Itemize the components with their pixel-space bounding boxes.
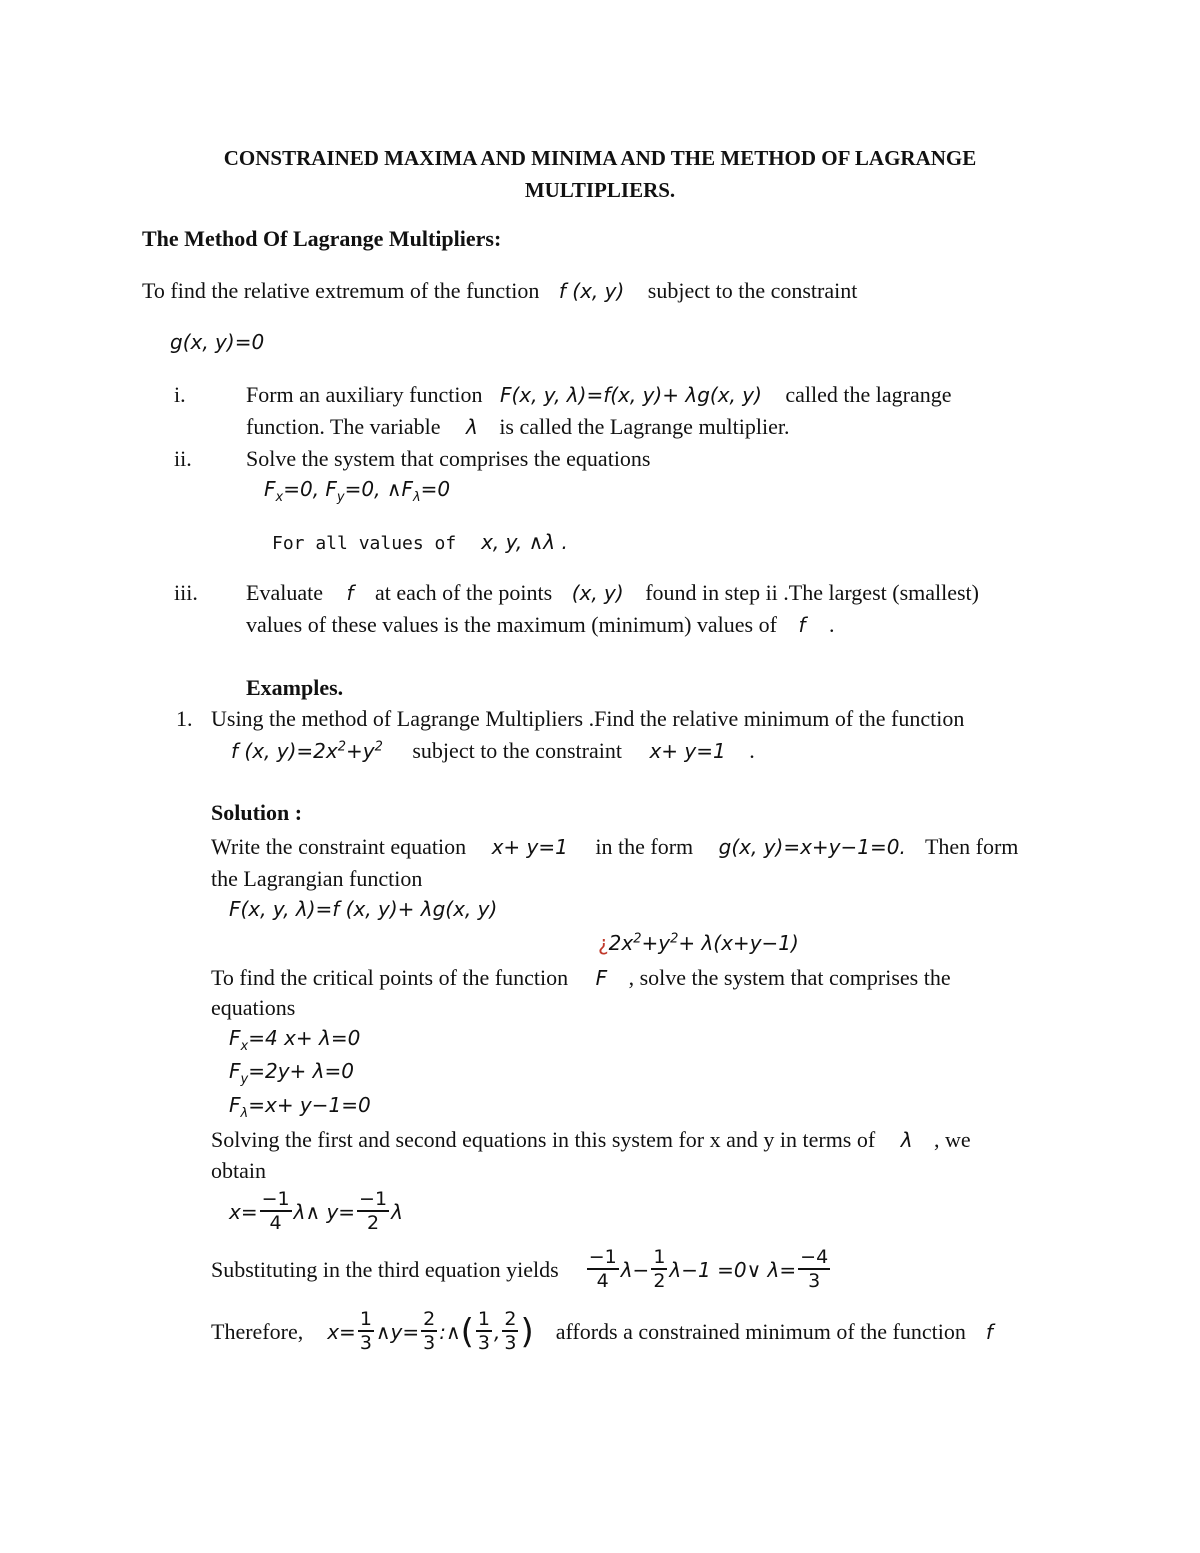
fraction xyxy=(476,1310,492,1353)
example1-func-a: f (x, y)=2x xyxy=(231,739,338,763)
step-iii-f2: f xyxy=(798,613,806,637)
substituting-line xyxy=(211,1248,832,1291)
critical-points-line2: equations xyxy=(211,995,296,1020)
fraction xyxy=(358,1310,374,1353)
fraction xyxy=(357,1190,389,1233)
th-mid2: :∧ xyxy=(439,1319,461,1344)
step-i-marker: i. xyxy=(174,382,186,407)
step-i-line1 xyxy=(246,382,952,408)
eq2-rest: =2y+ λ=0 xyxy=(248,1059,354,1083)
lagrangian-definition: F(x, y, λ)=f (x, y)+ λg(x, y) xyxy=(229,897,498,921)
fraction-denominator: 3 xyxy=(808,1270,821,1292)
eq-F: F xyxy=(264,477,276,501)
eq1-F: F xyxy=(229,1026,241,1050)
step-ii-forall xyxy=(272,530,568,554)
xy-end: λ xyxy=(391,1199,403,1224)
eq-part-c: =0, ∧F xyxy=(344,477,413,501)
method-heading: The Method Of Lagrange Multipliers: xyxy=(142,226,502,251)
fraction-denominator: 4 xyxy=(596,1270,609,1292)
lagrangian-expanded xyxy=(598,931,799,955)
crit-text-b: , solve the system that comprises the xyxy=(628,965,951,990)
step-ii-text: Solve the system that comprises the equations xyxy=(246,446,651,471)
step-iii-line2a: values of these values is the maximum (minimum) values of xyxy=(246,612,777,637)
step-iii-text3: found in step ii .The largest (smallest) xyxy=(645,580,979,605)
equation-Flambda xyxy=(229,1093,371,1121)
step-iii-text2: at each of the points xyxy=(375,580,553,605)
step-i-line2 xyxy=(246,414,790,440)
eq1-rest: =4 x+ λ=0 xyxy=(248,1026,361,1050)
eq-sub-x: x xyxy=(275,490,284,505)
fraction-denominator: 3 xyxy=(359,1332,372,1354)
step-i-text2: called the lagrange xyxy=(785,382,952,407)
step-ii-equations xyxy=(264,477,451,505)
lag-part-b: +y xyxy=(641,931,671,955)
therefore-text: Therefore, xyxy=(211,1318,304,1344)
xy-in-terms-of-lambda xyxy=(229,1190,403,1233)
intro-line xyxy=(142,278,857,304)
fraction-denominator: 3 xyxy=(477,1332,490,1354)
solution-line1-eq: x+ y=1 xyxy=(491,835,568,859)
eq-sub-lambda: λ xyxy=(412,490,421,505)
intro-text1: To find the relative extremum of the function xyxy=(142,278,540,303)
step-iii-f: f xyxy=(346,581,354,605)
th-x: x= xyxy=(327,1319,356,1344)
solution-line2: the Lagrangian function xyxy=(211,866,423,891)
solving-line2: obtain xyxy=(211,1158,266,1183)
crit-text-a: To find the critical points of the function xyxy=(211,965,569,990)
example1-constraint: x+ y=1 xyxy=(649,739,726,763)
forall-text: For all values of xyxy=(272,533,457,554)
fraction-denominator: 3 xyxy=(423,1332,436,1354)
solution-heading: Solution : xyxy=(211,800,303,825)
solution-line1b: in the form xyxy=(595,834,694,859)
eq1-sub: x xyxy=(240,1039,249,1054)
fraction-numerator: 2 xyxy=(504,1308,517,1330)
example1-exp3: 2 xyxy=(374,739,383,755)
equation-Fy xyxy=(229,1059,354,1087)
affords-f: f xyxy=(985,1319,993,1344)
fraction-numerator: 1 xyxy=(359,1308,372,1330)
intro-text2: subject to the constraint xyxy=(647,278,858,303)
lag-exp2: 2 xyxy=(670,931,679,947)
affords-text: affords a constrained minimum of the function xyxy=(555,1318,966,1344)
step-ii-marker: ii. xyxy=(174,446,192,471)
lag-exp1: 2 xyxy=(633,931,642,947)
step-iii-line2 xyxy=(246,612,835,638)
eq2-sub: y xyxy=(240,1072,249,1087)
fraction-denominator: 3 xyxy=(504,1332,517,1354)
equation-Fx xyxy=(229,1026,361,1054)
th-mid1: ∧y= xyxy=(375,1319,420,1344)
solution-line1 xyxy=(211,834,1018,860)
examples-heading: Examples. xyxy=(246,675,344,700)
solution-line1-g: g(x, y)=x+y−1=0. xyxy=(718,835,906,859)
fraction-denominator: 2 xyxy=(653,1270,666,1292)
example1-text2: subject to the constraint xyxy=(412,738,622,763)
crit-F: F xyxy=(595,966,608,990)
fraction xyxy=(502,1310,518,1353)
intro-function: f (x, y) xyxy=(558,279,625,303)
solving-text-a: Solving the first and second equations in this system for x and y in terms of xyxy=(211,1127,876,1152)
critical-points-line1 xyxy=(211,965,951,991)
th-comma: , xyxy=(493,1319,501,1344)
fraction xyxy=(260,1190,292,1233)
fraction-denominator: 2 xyxy=(367,1212,380,1234)
solving-lambda: λ xyxy=(900,1128,913,1152)
fraction-numerator: 1 xyxy=(477,1308,490,1330)
eq-part-d: =0 xyxy=(420,477,451,501)
example1-exp2: 2 xyxy=(337,739,346,755)
fraction xyxy=(421,1310,437,1353)
subst-mid2: λ−1 =0∨ λ= xyxy=(669,1257,797,1282)
eq3-rest: =x+ y−1=0 xyxy=(248,1093,371,1117)
fraction xyxy=(798,1248,830,1291)
eq3-sub: λ xyxy=(240,1106,249,1121)
therefore-equation xyxy=(327,1310,533,1353)
eq3-F: F xyxy=(229,1093,241,1117)
fraction-numerator: −1 xyxy=(261,1188,290,1210)
subst-equation xyxy=(585,1248,832,1291)
solution-line1a: Write the constraint equation xyxy=(211,834,467,859)
step-i-formula: F(x, y, λ)=f(x, y)+ λg(x, y) xyxy=(499,383,762,407)
fraction-numerator: 2 xyxy=(423,1308,436,1330)
solving-text-b: , we xyxy=(934,1127,971,1152)
step-iii-points: (x, y) xyxy=(571,581,624,605)
intro-constraint: g(x, y)=0 xyxy=(170,330,265,354)
document-title-line1: CONSTRAINED MAXIMA AND MINIMA AND THE METHOD OF LAGRANGE xyxy=(223,146,977,170)
inverted-question-mark: ¿ xyxy=(598,931,609,955)
step-iii-text1: Evaluate xyxy=(246,580,323,605)
xy-mid: λ∧ y= xyxy=(293,1199,356,1224)
example1-function xyxy=(231,739,383,763)
example1-line1: Using the method of Lagrange Multipliers .Find the relative minimum of the function xyxy=(211,706,965,731)
subst-mid1: λ− xyxy=(620,1257,650,1282)
fraction-numerator: 1 xyxy=(653,1246,666,1268)
step-i-line2b: is called the Lagrange multiplier. xyxy=(499,414,790,439)
example1-period: . xyxy=(749,738,755,763)
therefore-line xyxy=(211,1310,993,1353)
eq2-F: F xyxy=(229,1059,241,1083)
lag-part-a: 2x xyxy=(608,931,634,955)
fraction-numerator: −1 xyxy=(359,1188,388,1210)
step-iii-period: . xyxy=(829,612,835,637)
fraction xyxy=(587,1248,619,1291)
lag-part-c: + λ(x+y−1) xyxy=(678,931,799,955)
eq-sub-y: y xyxy=(336,490,345,505)
step-i-line2a: function. The variable xyxy=(246,414,441,439)
fraction-numerator: −1 xyxy=(588,1246,617,1268)
example1-line2 xyxy=(231,738,755,764)
fraction-numerator: −4 xyxy=(800,1246,829,1268)
forall-vars: x, y, ∧λ . xyxy=(481,530,568,554)
step-i-text1: Form an auxiliary function xyxy=(246,382,483,407)
fraction-denominator: 4 xyxy=(269,1212,282,1234)
subst-text: Substituting in the third equation yields xyxy=(211,1256,559,1282)
solving-line1 xyxy=(211,1127,971,1153)
example1-func-b: +y xyxy=(346,739,375,763)
example1-marker: 1. xyxy=(176,706,193,731)
eq-part-b: =0, F xyxy=(283,477,337,501)
step-iii-marker: iii. xyxy=(174,580,198,605)
solution-line1c: Then form xyxy=(924,834,1019,859)
document-title-line2: MULTIPLIERS. xyxy=(524,178,676,202)
lambda-symbol: λ xyxy=(465,415,478,439)
fraction xyxy=(651,1248,667,1291)
close-paren: ) xyxy=(520,1311,534,1352)
xy-x: x= xyxy=(229,1199,258,1224)
open-paren: ( xyxy=(460,1311,474,1352)
step-iii-line1 xyxy=(246,580,979,606)
